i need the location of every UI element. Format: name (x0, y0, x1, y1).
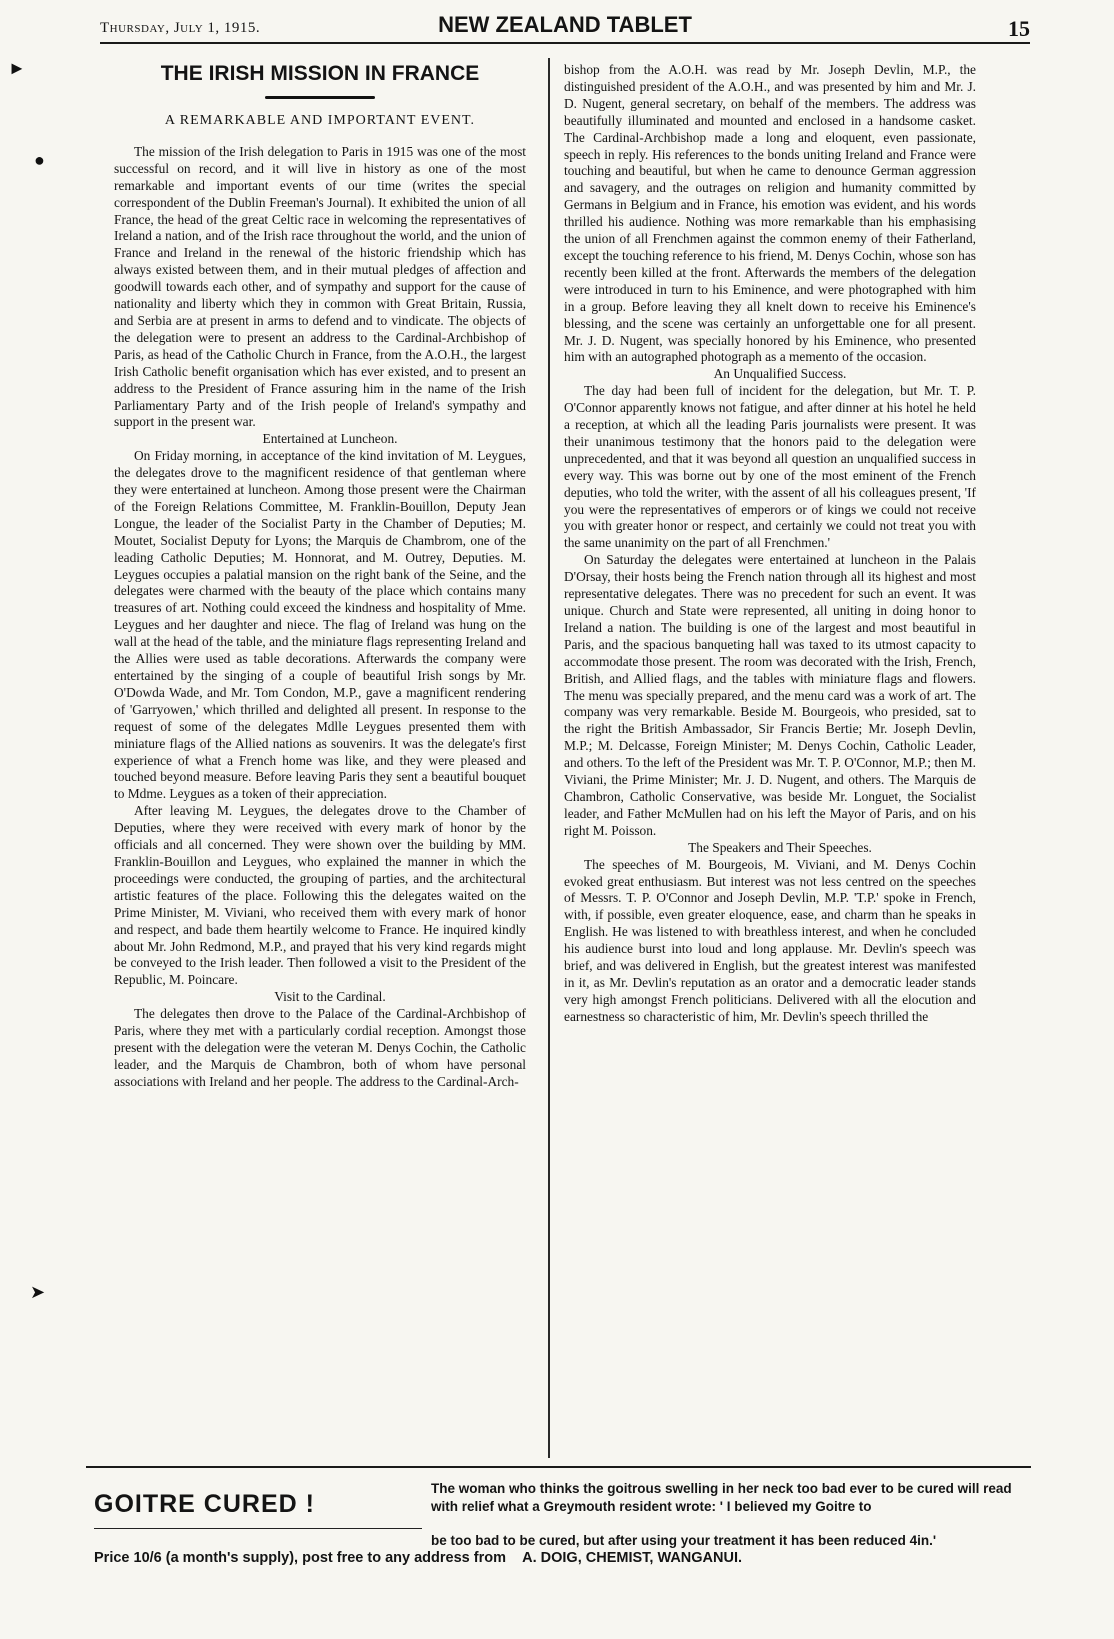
right-column-body (564, 62, 976, 1026)
section-heading: Visit to the Cardinal. (274, 989, 386, 1005)
section-heading: The Speakers and Their Speeches. (688, 839, 872, 855)
column-divider (548, 58, 550, 1458)
paragraph: On Friday morning, in acceptance of the kind invitation of M. Leygues, the delegates drove to the magnificent residence of that gentleman where they were entertained at luncheon. Among those present were the Chairman of the Foreign Relations Committee, M. Franklin-Bouillon, Deputy Jean Longue, the leader of the Socialist Party in the Chamber of Deputies; M. Moutet, Socialist Deputy for Lyons; the Marquis de Chambrom, one of the leading Catholic Deputies; M. Honnorat, and M. Outrey, Deputies. M. Leygues occupies a palatial mansion on the right bank of the Seine, and the delegates were charmed with the beauty of the place which contains many treasures of art. Nothing could exceed the kindness and hospitality of Mme. Leygues and her daughter and niece. The flag of Ireland was hung on the wall at the head of the table, and the miniature flags representing Ireland and the Allies were used as table decorations. Afterwards the company were entertained by the singing of a couple of beautiful Irish songs by Mr. O'Dowda Wade, and Mr. Tom Condon, M.P., gave a magnificent rendering of 'Garryowen,' which thrilled and delighted all present. In response to the request of some of the delegates Mdlle Leygues presented them with miniature flags of the Allied nations as souvenirs. It was the delegate's first experience of what a French home was like, and they were pleased and touched beyond measure. Before leaving Paris they sent a beautiful bouquet to Mdme. Leygues as a token of their appreciation. (114, 448, 526, 802)
headline-dash-ornament (265, 96, 375, 99)
article-headline: THE IRISH MISSION IN FRANCE (160, 62, 480, 85)
ad-vendor: A. DOIG, CHEMIST, WANGANUI. (522, 1549, 743, 1566)
margin-mark-arrow: ► (8, 58, 26, 78)
masthead-date: Thursday, July 1, 1915. (100, 20, 261, 36)
ad-price-line: Price 10/6 (a month's supply), post free to any address from (94, 1549, 506, 1566)
margin-mark-pointer: ➤ (30, 1282, 46, 1302)
paragraph: bishop from the A.O.H. was read by Mr. Joseph Devlin, M.P., the distinguished president of the A.O.H., and was presented by him and Mr. J. D. Nugent, general secretary, on behalf of the members. The address was beautifully illuminated and mounted and enclosed in a handsome casket. The Cardinal-Archbishop made a long and eloquent, even passionate, speech in reply. His references to the bonds uniting Ireland and France were touching and beautiful, but when he came to denounce German aggression and savagery, and the outrages on religion and humanity committed by Germans in Belgium and in France, his emotion was evident, and his words thrilled his audience. Nothing was more remarkable than his emphasising the union of all Frenchmen against the common enemy of their Fatherland, except the touching reference to his friend, M. Denys Cochin, whose son has recently been killed at the front. Afterwards the members of the delegation were introduced in turn to his Eminence, and were photographed with him in a group. Before leaving they all knelt down to receive his Eminence's blessing, and the scene was certainly an unforgettable one for all present. Mr. J. D. Nugent, was specially honored by his Eminence, who presented him with an autographed photograph as a memento of the occasion. (564, 62, 976, 365)
margin-mark-blot: ● (34, 150, 45, 170)
paragraph: The speeches of M. Bourgeois, M. Viviani, and M. Denys Cochin evoked great enthusiasm. But interest was not less centred on the speeches of Messrs. T. P. O'Connor and Joseph Devlin, M.P. 'T.P.' spoke in French, with, if possible, even greater eloquence, ease, and charm than he speaks in English. He was listened to with breathless interest, and when he concluded his audience burst into loud and long applause. Mr. Devlin's speech was brief, and was delivered in English, but the greatest interest was manifested in it, as Mr. Devlin's reputation as an orator and a democratic leader stands very high amongst French politicians. Delivered with all the elocution and earnestness so characteristic of him, Mr. Devlin's speech thrilled the (564, 856, 976, 1024)
right-column (564, 62, 976, 1026)
section-heading: Entertained at Luncheon. (262, 431, 398, 447)
masthead (100, 12, 1030, 44)
article-subheadline: A REMARKABLE AND IMPORTANT EVENT. (164, 113, 476, 128)
paragraph: The mission of the Irish delegation to Paris in 1915 was one of the most successful on record, and it will live in history as one of the most remarkable and important events of our time (writes the special correspondent of the Dublin Freeman's Journal). It exhibited the union of all France, the head of the great Celtic race in welcoming the representatives of Ireland a nation, and of the Irish race throughout the world, and the union of France and Ireland in the renewal of the historic friendship which has always existed between them, and in their mutual pledges of affection and goodwill towards each other, and of sympathy and support for the cause of nationality and liberty which they in common with Great Britain, Russia, and Serbia are at present in arms to defend and to vindicate. The objects of the delegation were to present an address to the Cardinal-Archbishop of Paris, as head of the Catholic Church in France, from the A.O.H., the largest Irish Catholic benefit organisation which has ever existed, and to present an address to the President of France assuring him in the name of the Irish Parliamentary Party and of the Irish people of Ireland's sympathy and support in the present war. (114, 143, 526, 430)
paragraph: On Saturday the delegates were entertained at luncheon in the Palais D'Orsay, their hosts being the French nation through all its highest and most representative delegates. There was no precedent for such an event. It was unique. Church and State were represented, all uniting in doing honor to Ireland a nation. The building is one of the largest and most beautiful in Paris, and the spacious banqueting hall was taxed to its utmost capacity to accommodate those present. The room was decorated with the Irish, French, British, and Allied flags, and the tables with miniature flags and flowers. The menu was specially prepared, and the menu card was a work of art. The company was very remarkable. Beside M. Bourgeois, who presided, sat to the right the British Ambassador, Sir Francis Bertie; Mr. Joseph Devlin, M.P.; M. Delcasse, Foreign Minister; M. Denys Cochin, Catholic Leader, and others. To the left of the President was Mr. T. P. O'Connor, M.P.; then M. Viviani, the Prime Minister; Mr. J. D. Nugent, and others. The Marquis de Chambron, Catholic Conservative, was beside Mr. Longuet, the Socialist leader, and Father McMullen had on his left the Mayor of Paris, and on his right M. Poisson. (564, 552, 976, 838)
ad-body-line2: be too bad to be cured, but after using your treatment it has been reduced 4in.' (431, 1533, 937, 1548)
ad-rule (94, 1528, 422, 1529)
page-number: 15 (1008, 16, 1030, 41)
masthead-title: NEW ZEALAND TABLET (438, 12, 692, 37)
ad-price-row (94, 1550, 1031, 1568)
ad-body-line1: The woman who thinks the goitrous swelling in her neck too bad ever to be cured will read with relief what a Greymouth resident wrote: ' I believed my Goitre to (431, 1481, 1012, 1514)
paragraph: The delegates then drove to the Palace of the Cardinal-Archbishop of Paris, where they met with a particularly cordial reception. Amongst those present with the delegation were the veteran M. Denys Cochin, the Catholic leader, and the Marquis de Chambron, both of whom have personal associations with Ireland and her people. The address to the Cardinal-Arch- (114, 1006, 526, 1089)
goitre-advertisement (86, 1466, 1031, 1628)
ad-body-lower (94, 1532, 1031, 1567)
left-column-body (114, 144, 526, 1091)
section-heading: An Unqualified Success. (713, 366, 847, 382)
ad-headline: GOITRE CURED ! (94, 1490, 315, 1518)
paragraph: After leaving M. Leygues, the delegates drove to the Chamber of Deputies, where they were received with every mark of honor by the officials and all concerned. They were shown over the building by MM. Franklin-Bouillon and Leygues, who explained the manner in which the proceedings were conducted, the grouping of parties, and the architectural artistic features of the place. Following this the delegates waited on the Prime Minister, M. Viviani, who received them with every mark of honor and respect, and bade them heartily welcome to France. He inquired kindly about Mr. John Redmond, M.P., and prayed that his very kind regards might be conveyed to the Irish leader. Then followed a visit to the President of the Republic, M. Poincare. (114, 803, 526, 988)
paragraph: The day had been full of incident for the delegation, but Mr. T. P. O'Connor apparently knows not fatigue, and after dinner at his hotel he held a reception, at which all the leading Paris journalists were present. It was their unanimous testimony that the honors paid to the delegation were unprecedented, and that it was beyond all question an unqualified success in every way. This was borne out by one of the most eminent of the French deputies, who told the writer, with the assent of all his colleagues present, 'If you were the representatives of emperors or of kings we could not receive you with greater honor or respect, and certainly we could not treat you with the same unanimity on the part of all Frenchmen.' (564, 383, 976, 551)
left-column (114, 62, 526, 1091)
